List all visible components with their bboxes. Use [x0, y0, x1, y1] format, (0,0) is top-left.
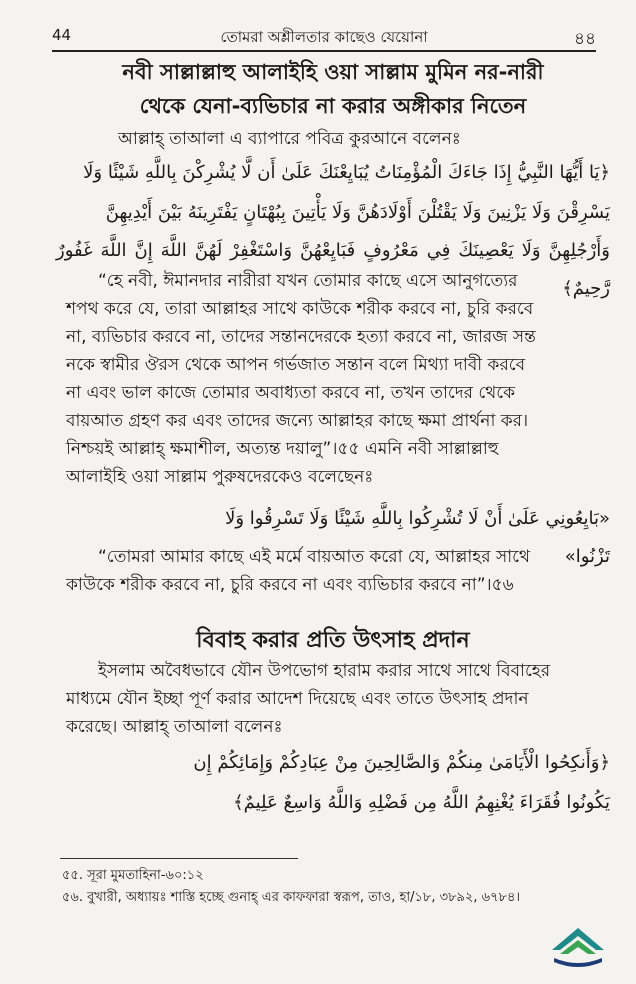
translation-line-3: না, ব্যভিচার করবে না, তাদের সন্তানদেরকে হত্যা করবে না, জারজ সন্ত [66, 327, 536, 347]
intro-text: আল্লাহ্‌ তাআলা এ ব্যাপারে পবিত্র কুরআনে বলেনঃ [118, 129, 461, 149]
ayah-line-2: يَسْرِقْنَ وَلَا يَزْنِينَ وَلَا يَقْتُلْنَ أَوْلَادَهُنَّ وَلَا يَأْتِينَ بِبُهْتَانٍ يَفْتَرِينَهُ بَيْنَ أَيْدِيهِنَّ [105, 202, 610, 223]
footnote-56: ৫৬. বুখারী, অধ্যায়ঃ শাস্তি হচ্ছে গুনাহ্‌ এর কাফফারা স্বরূপ, তাও, হা/১৮, ৩৮৯২, ৬৭৮৪। [62, 890, 521, 905]
hadith-arabic: «بَايِعُونِي عَلَىٰ أَنْ لَا تُشْرِكُوا بِاللَّهِ شَيْئًا وَلَا تَسْرِقُوا وَلَا تَزْنُوا» [225, 508, 610, 567]
section-2-title: বিবাহ করার প্রতি উৎসাহ প্রদান [196, 628, 470, 653]
ayah-2-line-2: يَكُونُوا فُقَرَاءَ يُغْنِهِمُ اللَّهُ مِن فَضْلِهِ وَاللَّهُ وَاسِعٌ عَلِيمٌ﴾ [233, 792, 610, 813]
translation-line-8: আলাইহি ওয়া সাল্লাম পুরুষদেরকেও বলেছেনঃ [66, 467, 374, 487]
ayah-line-3: وَأَرْجُلِهِنَّ وَلَا يَعْصِينَكَ فِي مَعْرُوفٍ فَبَايِعْهُنَّ وَاسْتَغْفِرْ لَهُنَّ اللَّهَ إِنَّ اللَّهَ غَفُورٌ رَّحِيمٌ﴾ [56, 240, 610, 299]
running-title: তোমরা অশ্লীলতার কাছেও যেয়োনা [220, 28, 428, 46]
translation-line-6: বায়আত গ্রহণ কর এবং তাদের জন্যে আল্লাহর কাছে ক্ষমা প্রার্থনা কর। [66, 411, 529, 431]
page-number-left: 44 [52, 26, 72, 44]
section-title-line-1: নবী সাল্লাল্লাহু আলাইহি ওয়া সাল্লাম মুমিন নর-নারী [122, 60, 544, 84]
translation-line-5: না এবং ভাল কাজে তোমার অবাধ্যতা করবে না, তখন তাদের থেকে [66, 383, 516, 403]
page-number-right: ৪৪ [573, 29, 596, 49]
translation-line-7: নিশ্চয়ই আল্লাহ্‌ ক্ষমাশীল, অত্যন্ত দয়ালু”।৫৫ এমনি নবী সাল্লাল্লাহু [66, 439, 499, 459]
footnote-55: ৫৫. সূরা মুমতাহিনা-৬০:১২ [62, 868, 204, 883]
hadith-translation-line-1: “তোমরা আমার কাছে এই মর্মে বায়আত করো যে, আল্লাহর সাথে [98, 547, 530, 567]
page-header [52, 26, 596, 48]
footnote-rule [60, 858, 298, 859]
section-2-line-1: ইসলাম অবৈধভাবে যৌন উপভোগ হারাম করার সাথে সাথে বিবাহের [98, 661, 551, 681]
section-2-line-2: মাধ্যমে যৌন ইচ্ছা পূর্ণ করার আদেশ দিয়েছে এবং তাতে উৎসাহ প্রদান [66, 689, 529, 709]
header-rule [52, 50, 596, 52]
ayah-line-1: ﴿يَا أَيُّهَا النَّبِيُّ إِذَا جَاءَكَ الْمُؤْمِنَاتُ يُبَايِعْنَكَ عَلَىٰ أَن لَّا يُشْرِكْنَ بِاللَّهِ شَيْئًا وَلَا [83, 162, 610, 183]
translation-line-4: নকে স্বামীর ঔরস থেকে আপন গর্ভজাত সন্তান বলে মিথ্যা দাবী করবে [66, 355, 526, 375]
translation-line-2: শপথ করে যে, তারা আল্লাহর সাথে কাউকে শরীক করবে না, চুরি করবে [66, 299, 534, 319]
publisher-logo-icon [548, 920, 608, 970]
section-2-line-3: করেছে। আল্লাহ্‌ তাআলা বলেনঃ [66, 717, 283, 737]
translation-line-1: “হে নবী, ঈমানদার নারীরা যখন তোমার কাছে এসে আনুগত্যের [98, 271, 518, 291]
ayah-2-line-1: ﴿وَأَنكِحُوا الْأَيَامَىٰ مِنكُمْ وَالصَّالِحِينَ مِنْ عِبَادِكُمْ وَإِمَائِكُمْ إِن [193, 752, 610, 773]
hadith-translation-line-2: কাউকে শরীক করবে না, চুরি করবে না এবং ব্যভিচার করবে না”।৫৬ [66, 575, 514, 595]
section-title-line-2: থেকে যেনা-ব্যভিচার না করার অঙ্গীকার নিতেন [139, 94, 527, 118]
